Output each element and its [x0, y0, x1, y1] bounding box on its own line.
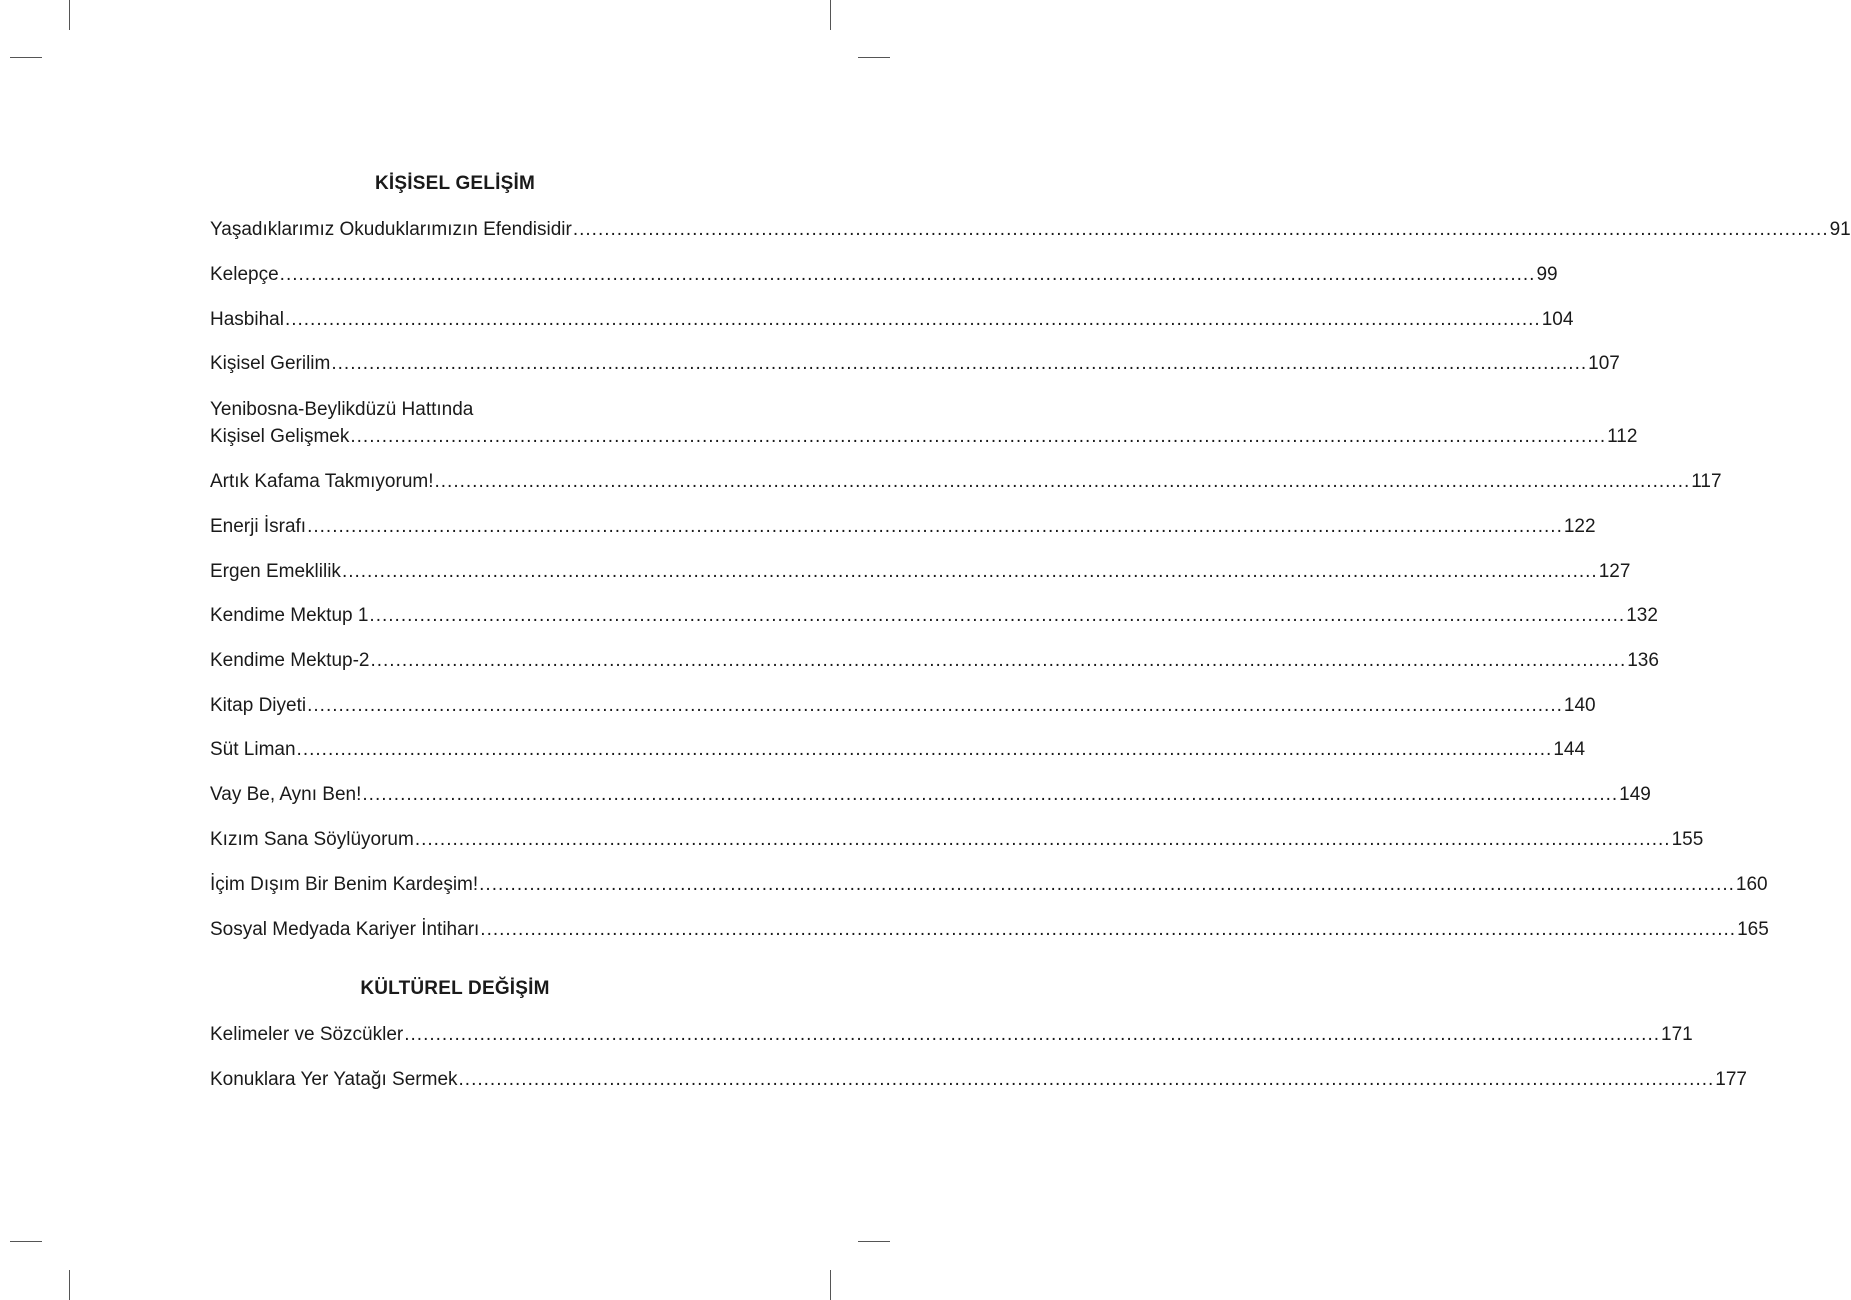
toc-entry	[210, 350, 1620, 377]
toc-entry-title: Ergen Emeklilik	[210, 561, 341, 582]
toc-entry-title: Kendime Mektup-2	[210, 650, 370, 671]
toc-entry-page: 149	[1619, 784, 1651, 805]
dot-leader: ........................................................................................................................................................................................................	[341, 561, 1598, 582]
toc-entry-title: Kitap Diyeti	[210, 695, 307, 716]
toc-entry-page: 177	[1715, 1069, 1747, 1090]
dot-leader: ........................................................................................................................................................................................................	[404, 1024, 1661, 1045]
dot-leader: ........................................................................................................................................................................................................	[370, 650, 1627, 671]
toc-entry-page: 104	[1541, 309, 1574, 330]
toc-entry-title: Hasbihal	[210, 309, 284, 330]
toc-entry	[210, 261, 1558, 288]
toc-entry-page: 165	[1737, 919, 1769, 940]
toc-entry-title: Yaşadıklarımız Okuduklarımızın Efendisidir	[210, 219, 572, 240]
toc-entry	[210, 216, 1851, 243]
toc-entry-page: 144	[1553, 739, 1586, 760]
crop-mark	[69, 0, 70, 30]
toc-entry-title: Vay Be, Aynı Ben!	[210, 784, 362, 805]
dot-leader: ........................................................................................................................................................................................................	[362, 784, 1619, 805]
toc-entry-title-line1: Yenibosna-Beylikdüzü Hattında	[210, 399, 474, 420]
toc-entry	[210, 602, 1658, 629]
toc-entry	[210, 916, 1769, 943]
toc-entry-page: 160	[1735, 874, 1768, 895]
dot-leader: ........................................................................................................................................................................................................	[331, 353, 1588, 374]
toc-entry-page: 107	[1588, 353, 1620, 374]
toc-entry	[210, 306, 1574, 333]
dot-leader: ........................................................................................................................................................................................................	[369, 605, 1626, 626]
dot-leader: ........................................................................................................................................................................................................	[284, 309, 1541, 330]
toc-entry	[210, 692, 1596, 719]
toc-entry	[210, 871, 1768, 898]
toc-entry	[210, 396, 1638, 450]
toc-entry-page: 99	[1536, 264, 1558, 285]
dot-leader: ........................................................................................................................................................................................................	[350, 426, 1607, 447]
dot-leader: ........................................................................................................................................................................................................	[296, 739, 1553, 760]
toc-entry-title: Kızım Sana Söylüyorum	[210, 829, 414, 850]
toc-entry-title: Sosyal Medyada Kariyer İntiharı	[210, 919, 480, 940]
dot-leader: ........................................................................................................................................................................................................	[414, 829, 1671, 850]
section-title-kulturel-degisim: KÜLTÜREL DEĞİŞİM	[360, 978, 550, 999]
dot-leader: ........................................................................................................................................................................................................	[480, 919, 1737, 940]
toc-entry	[210, 781, 1651, 808]
toc-entry-title: Kişisel Gerilim	[210, 353, 331, 374]
toc-entry-title: Kişisel Gelişmek	[210, 426, 350, 447]
toc-entry	[210, 513, 1596, 540]
dot-leader: ........................................................................................................................................................................................................	[279, 264, 1536, 285]
crop-mark	[10, 1241, 42, 1242]
toc-entry-title: Kelimeler ve Sözcükler	[210, 1024, 404, 1045]
toc-entry-page: 127	[1598, 561, 1631, 582]
dot-leader: ........................................................................................................................................................................................................	[572, 219, 1829, 240]
toc-entry	[210, 736, 1586, 763]
crop-mark	[858, 1241, 890, 1242]
toc-entry-title: Konuklara Yer Yatağı Sermek	[210, 1069, 458, 1090]
crop-mark	[858, 57, 890, 58]
toc-entry-page: 112	[1607, 426, 1638, 447]
toc-entry-page: 155	[1671, 829, 1704, 850]
toc-entry	[210, 558, 1631, 585]
toc-entry	[210, 1066, 1747, 1093]
section-title-kisisel-gelisim: KİŞİSEL GELİŞİM	[375, 173, 535, 194]
toc-entry	[210, 647, 1659, 674]
toc-entry-title: Enerji İsrafı	[210, 516, 307, 537]
dot-leader: ........................................................................................................................................................................................................	[307, 516, 1563, 537]
toc-entry-title: Artık Kafama Takmıyorum!	[210, 471, 434, 492]
toc-entry	[210, 826, 1704, 853]
toc-entry-title: Kelepçe	[210, 264, 279, 285]
dot-leader: ........................................................................................................................................................................................................	[458, 1069, 1715, 1090]
toc-entry-page: 117	[1691, 471, 1722, 492]
toc-entry-page: 171	[1661, 1024, 1693, 1045]
dot-leader: ........................................................................................................................................................................................................	[479, 874, 1735, 895]
dot-leader: ........................................................................................................................................................................................................	[434, 471, 1691, 492]
toc-entry-page: 136	[1627, 650, 1659, 671]
crop-mark	[10, 57, 42, 58]
toc-entry-page: 132	[1626, 605, 1658, 626]
toc-entry-title: Süt Liman	[210, 739, 296, 760]
toc-entry-page: 140	[1563, 695, 1596, 716]
toc-entry-title: Kendime Mektup 1	[210, 605, 369, 626]
toc-entry-page: 91	[1829, 219, 1851, 240]
crop-mark	[830, 1270, 831, 1300]
toc-entry	[210, 1021, 1693, 1048]
toc-entry	[210, 468, 1722, 495]
crop-mark	[830, 0, 831, 30]
crop-mark	[69, 1270, 70, 1300]
dot-leader: ........................................................................................................................................................................................................	[307, 695, 1563, 716]
toc-entry-page: 122	[1563, 516, 1596, 537]
toc-entry-title: İçim Dışım Bir Benim Kardeşim!	[210, 874, 479, 895]
